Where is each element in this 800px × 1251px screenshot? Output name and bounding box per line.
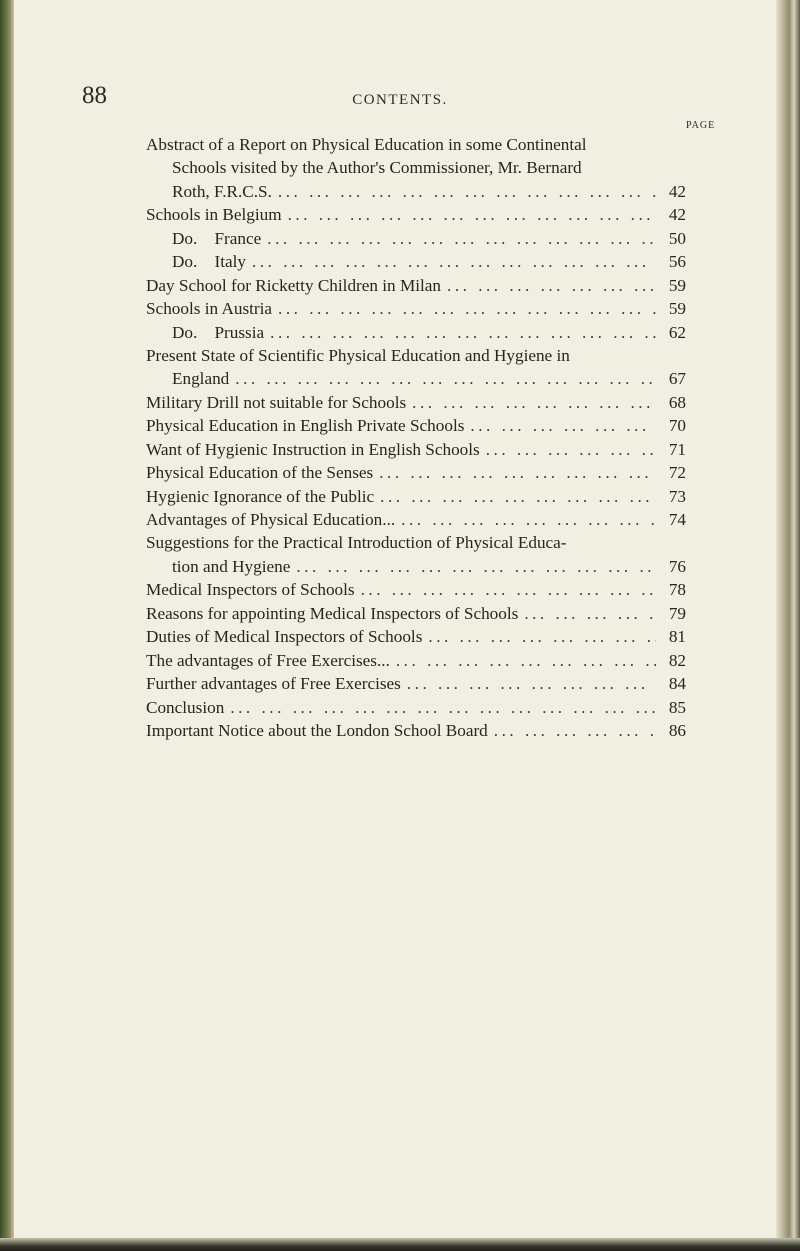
toc-line: [146, 696, 686, 719]
toc-entry-title: Do. France: [172, 228, 262, 248]
toc-line: [146, 625, 686, 648]
dot-leader: [272, 297, 656, 320]
dot-leader: [390, 649, 656, 672]
dot-leader: [224, 696, 656, 719]
dot-leader: [422, 625, 656, 648]
toc-entry-title: Roth, F.R.C.S.: [172, 181, 272, 201]
toc-page-number: 62: [668, 322, 686, 342]
toc-entry-title: England: [172, 369, 230, 389]
toc-line: [146, 578, 686, 601]
dot-leader: [488, 719, 656, 742]
toc-entry-title: Schools visited by the Author's Commissioner, Mr. Bernard: [172, 158, 582, 178]
toc-page-number: 68: [668, 392, 686, 412]
page-edge: [776, 0, 800, 1251]
toc-page-number: 72: [668, 463, 686, 483]
toc-entry-title: Do. Italy: [172, 252, 246, 272]
toc-line: [146, 203, 686, 226]
toc-entry-title: Hygienic Ignorance of the Public: [146, 486, 375, 506]
dot-leader: [261, 227, 656, 250]
dot-leader: [246, 250, 656, 273]
toc-entry-title: Abstract of a Report on Physical Education in some Continental: [146, 135, 587, 154]
toc-page-number: 76: [668, 556, 686, 576]
toc-page-number: 71: [668, 439, 686, 459]
toc-entry-title: Further advantages of Free Exercises: [146, 674, 401, 694]
toc-page-number: 78: [668, 580, 686, 600]
toc-page-number: 85: [668, 697, 686, 717]
toc-page-number: 79: [668, 603, 686, 623]
toc-page-number: 84: [668, 674, 686, 694]
toc-entry: [146, 274, 686, 297]
toc-entry: [146, 672, 686, 695]
toc-page-number: 81: [668, 627, 686, 647]
dot-leader: [355, 578, 656, 601]
toc-line: [146, 344, 686, 367]
toc-entry: [146, 227, 686, 250]
table-of-contents: [146, 133, 686, 742]
page-column-label: PAGE: [686, 120, 716, 131]
toc-entry: [146, 391, 686, 414]
toc-line: [146, 602, 686, 625]
toc-line: [146, 414, 686, 437]
toc-line: [146, 321, 686, 344]
toc-entry: [146, 414, 686, 437]
dot-leader: [373, 461, 656, 484]
toc-entry: [146, 133, 686, 203]
toc-page-number: 50: [668, 228, 686, 248]
toc-line: [146, 180, 686, 203]
dot-leader: [464, 414, 656, 437]
toc-entry: [146, 696, 686, 719]
page-number: 88: [82, 82, 107, 109]
toc-page-number: 86: [668, 720, 686, 740]
toc-entry-title: Advantages of Physical Education...: [146, 510, 396, 529]
toc-line: [146, 531, 686, 554]
toc-entry: [146, 203, 686, 226]
toc-page-number: 67: [668, 369, 686, 389]
dot-leader: [401, 672, 656, 695]
toc-page-number: 70: [668, 416, 686, 436]
dot-leader: [290, 555, 656, 578]
toc-entry-title: Duties of Medical Inspectors of Schools: [146, 627, 423, 647]
toc-entry: [146, 485, 686, 508]
dot-leader: [374, 485, 656, 508]
toc-entry: [146, 649, 686, 672]
toc-line: [146, 508, 686, 531]
dot-leader: [480, 438, 656, 461]
toc-page-number: 73: [668, 486, 686, 506]
toc-entry-title: Schools in Belgium: [146, 205, 282, 225]
toc-entry-title: Physical Education in English Private Schools: [146, 416, 465, 436]
toc-entry: [146, 344, 686, 391]
dot-leader: [518, 602, 656, 625]
page-edge-bottom: [0, 1238, 800, 1251]
dot-leader: [264, 321, 656, 344]
toc-entry: [146, 531, 686, 578]
toc-line: [146, 438, 686, 461]
toc-line: [146, 274, 686, 297]
toc-line: [146, 133, 686, 156]
toc-entry-title: Want of Hygienic Instruction in English Schools: [146, 439, 480, 459]
toc-line: [146, 250, 686, 273]
toc-line: [146, 297, 686, 320]
dot-leader: [282, 203, 656, 226]
toc-entry: [146, 438, 686, 461]
toc-entry-title: Schools in Austria: [146, 299, 273, 319]
dot-leader: [229, 367, 656, 390]
toc-line: [146, 719, 686, 742]
dot-leader: [406, 391, 656, 414]
toc-entry-title: Medical Inspectors of Schools: [146, 580, 355, 600]
toc-entry: [146, 719, 686, 742]
toc-page-number: 82: [668, 650, 686, 670]
dot-leader: [441, 274, 656, 297]
toc-page-number: 42: [668, 181, 686, 201]
toc-entry: [146, 602, 686, 625]
toc-page-number: 59: [668, 275, 686, 295]
toc-entry-title: Reasons for appointing Medical Inspectors of Schools: [146, 603, 519, 623]
toc-line: [146, 391, 686, 414]
toc-entry: [146, 297, 686, 320]
toc-entry-title: Suggestions for the Practical Introduction of Physical Educa-: [146, 533, 567, 553]
toc-entry-title: Important Notice about the London School Board: [146, 720, 488, 740]
dot-leader: [395, 508, 656, 531]
toc-line: [146, 156, 686, 179]
toc-entry-title: Physical Education of the Senses: [146, 463, 374, 483]
dot-leader: [272, 180, 656, 203]
toc-page-number: 59: [668, 299, 686, 319]
toc-line: [146, 649, 686, 672]
toc-entry-title: tion and Hygiene: [172, 556, 291, 576]
toc-entry: [146, 625, 686, 648]
toc-entry-title: Day School for Ricketty Children in Milan: [146, 275, 442, 295]
toc-page-number: 74: [668, 510, 686, 529]
toc-entry-title: The advantages of Free Exercises...: [146, 650, 390, 670]
toc-page-number: 42: [668, 205, 686, 225]
toc-entry-title: Military Drill not suitable for Schools: [146, 392, 407, 412]
toc-line: [146, 461, 686, 484]
toc-entry-title: Present State of Scientific Physical Education and Hygiene in: [146, 345, 570, 365]
toc-page-number: 56: [668, 252, 686, 272]
running-head: CONTENTS.: [352, 92, 448, 108]
toc-entry: [146, 508, 686, 531]
toc-line: [146, 555, 686, 578]
toc-entry: [146, 578, 686, 601]
toc-entry: [146, 250, 686, 273]
toc-entry-title: Conclusion: [146, 697, 225, 717]
toc-entry-title: Do. Prussia: [172, 322, 265, 342]
toc-line: [146, 367, 686, 390]
toc-entry: [146, 321, 686, 344]
toc-entry: [146, 461, 686, 484]
toc-line: [146, 672, 686, 695]
book-binding: [0, 0, 14, 1251]
toc-line: [146, 485, 686, 508]
toc-line: [146, 227, 686, 250]
